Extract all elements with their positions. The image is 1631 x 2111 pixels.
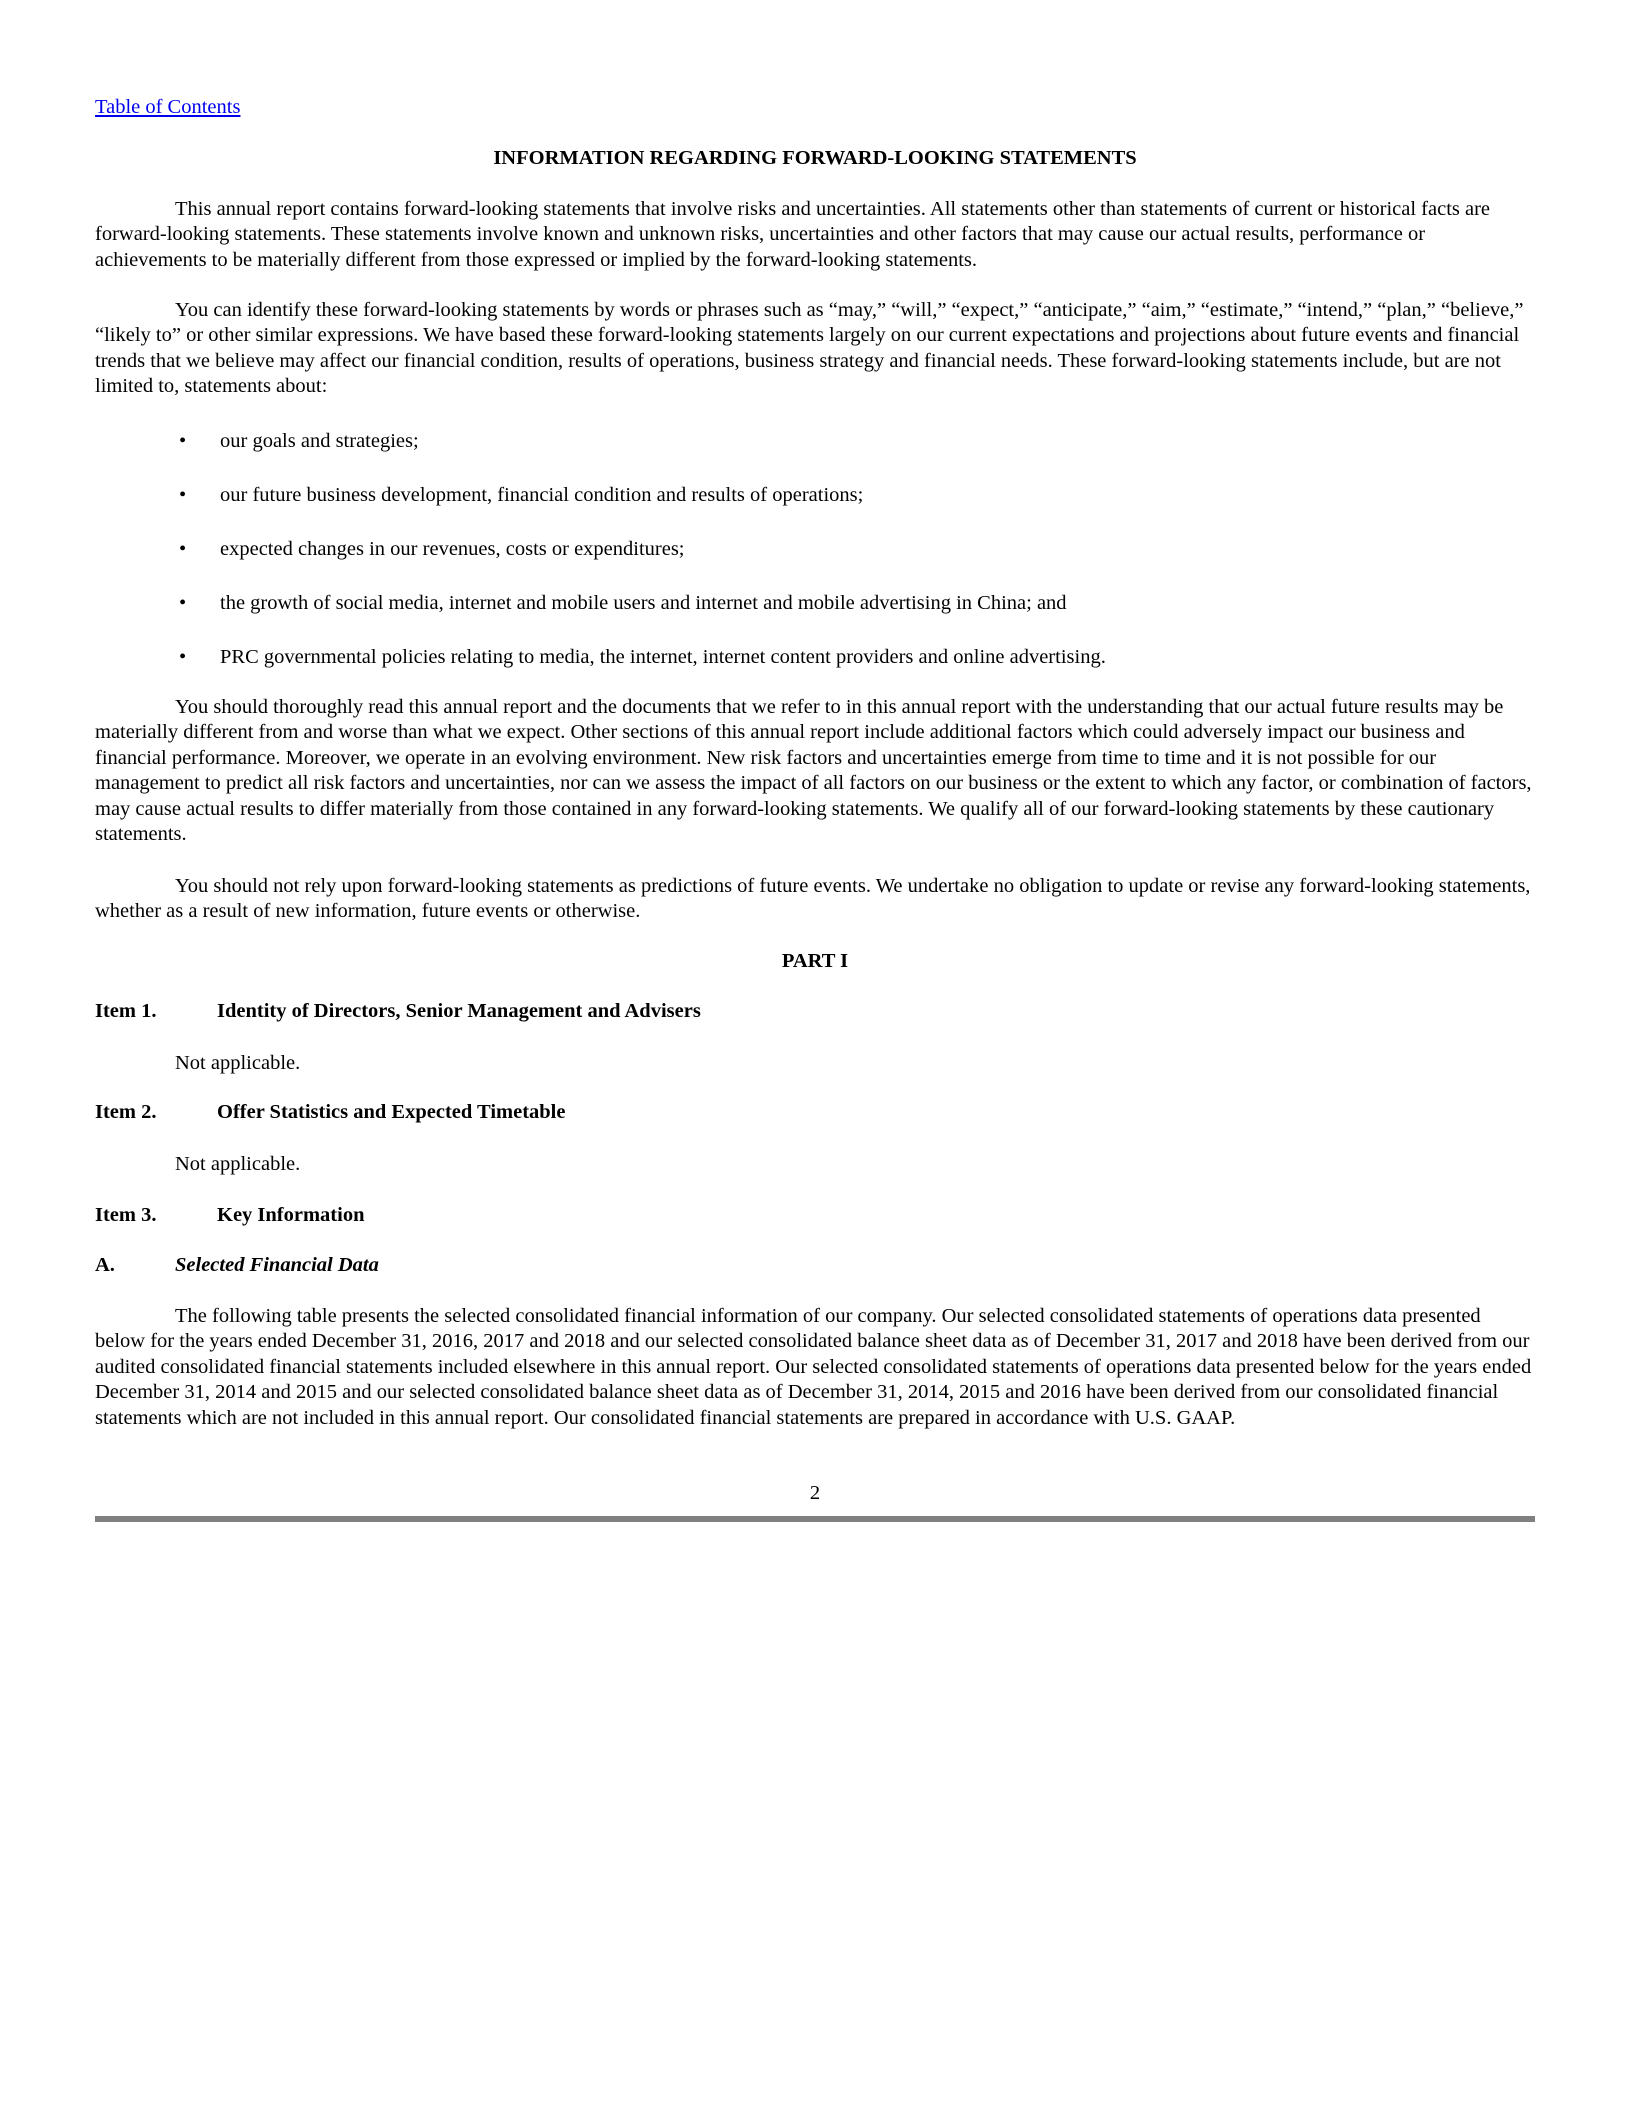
item-2-title: Offer Statistics and Expected Timetable: [217, 1101, 566, 1123]
list-item: PRC governmental policies relating to media, the internet, internet content providers and online advertising.: [220, 646, 1106, 668]
paragraph-no-reliance: You should not rely upon forward-looking statements as predictions of future events. We undertake no obligation to update or revise any forward-looking statements, whether as a result of new information, future events or otherwise.: [95, 875, 1531, 923]
item-3-title: Key Information: [217, 1204, 365, 1226]
bullet-icon: •: [179, 430, 187, 452]
paragraph-intro: This annual report contains forward-looking statements that involve risks and uncertainties. All statements other than statements of current or historical facts are forward-looking statements. These statements involve known and unknown risks, uncertainties and other factors that may cause our actual results, performance or achievements to be materially different from those expressed or implied by the forward-looking statements.: [95, 198, 1491, 271]
list-item: our goals and strategies;: [220, 430, 419, 452]
list-item: the growth of social media, internet and mobile users and internet and mobile advertising in China; and: [220, 592, 1067, 614]
item-3-number: Item 3.: [95, 1204, 157, 1226]
section-heading: INFORMATION REGARDING FORWARD-LOOKING STATEMENTS: [493, 147, 1137, 169]
list-item: expected changes in our revenues, costs or expenditures;: [220, 538, 685, 560]
item-1-title: Identity of Directors, Senior Management and Advisers: [217, 1000, 701, 1022]
list-item: our future business development, financial condition and results of operations;: [220, 484, 864, 506]
page-number: 2: [809, 1482, 821, 1504]
paragraph-read-thoroughly: You should thoroughly read this annual report and the documents that we refer to in this annual report with the understanding that our actual future results may be materially different from and worse than what we expect. Other sections of this annual report include additional factors which could adversely impact our business and financial performance. Moreover, we operate in an evolving environment. New risk factors and uncertainties emerge from time to time and it is not possible for our management to predict all risk factors and uncertainties, nor can we assess the impact of all factors on our business or the extent to which any factor, or combination of factors, may cause actual results to differ materially from those contained in any forward-looking statements. We qualify all of our forward-looking statements by these cautionary statements.: [95, 696, 1532, 846]
item-2-body: Not applicable.: [175, 1153, 301, 1175]
section-a-title: Selected Financial Data: [175, 1254, 379, 1276]
paragraph-identify: You can identify these forward-looking statements by words or phrases such as “may,” “will,” “expect,” “anticipate,” “aim,” “estimate,” “intend,” “plan,” “believe,” “likely to” or other similar expressions. We have based these forward-looking statements largely on our current expectations and projections about future events and financial trends that we believe may affect our financial condition, results of operations, business strategy and financial needs. These forward-looking statements include, but are not limited to, statements about:: [95, 299, 1524, 398]
item-1-body: Not applicable.: [175, 1052, 301, 1074]
item-1-number: Item 1.: [95, 1000, 157, 1022]
bullet-icon: •: [179, 484, 187, 506]
section-a-letter: A.: [95, 1254, 115, 1276]
bullet-icon: •: [179, 646, 187, 668]
table-of-contents-link[interactable]: Table of Contents: [95, 96, 241, 118]
paragraph-selected-data: The following table presents the selected consolidated financial information of our company. Our selected consolidated statements of operations data presented below for the years ended December 31, 2016, 2017 and 2018 and our selected consolidated balance sheet data as of December 31, 2017 and 2018 have been derived from our audited consolidated financial statements included elsewhere in this annual report. Our selected consolidated statements of operations data presented below for the years ended December 31, 2014 and 2015 and our selected consolidated balance sheet data as of December 31, 2014, 2015 and 2016 have been derived from our consolidated financial statements which are not included in this annual report. Our consolidated financial statements are prepared in accordance with U.S. GAAP.: [95, 1305, 1532, 1429]
page-divider: [95, 1516, 1535, 1522]
part-heading: PART I: [781, 950, 849, 972]
bullet-icon: •: [179, 592, 187, 614]
bullet-icon: •: [179, 538, 187, 560]
item-2-number: Item 2.: [95, 1101, 157, 1123]
